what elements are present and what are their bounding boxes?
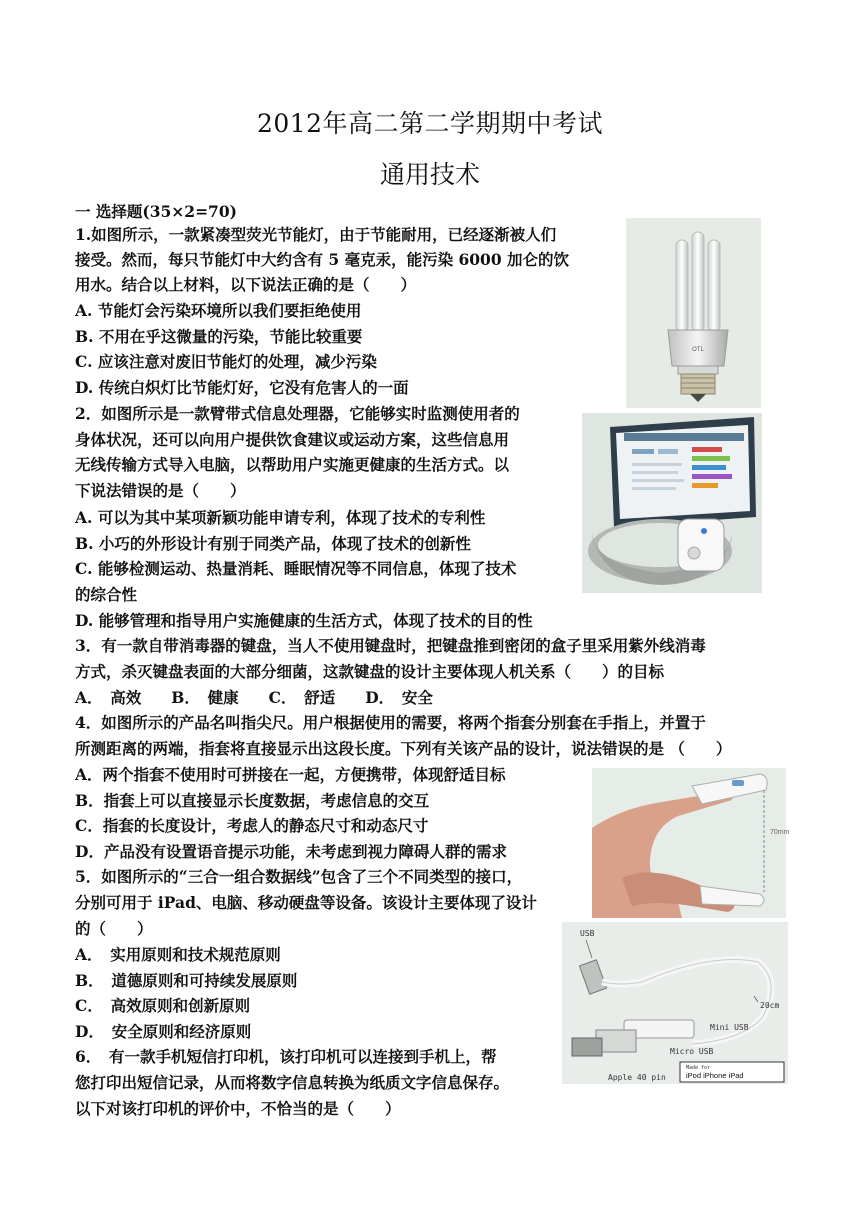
q3-option-c: C． 舒适: [268, 688, 336, 707]
q6-stem-line1: 6． 有一款手机短信打印机，该打印机可以连接到手机上，帮: [75, 1047, 497, 1066]
q5-option-c: C． 高效原则和创新原则: [75, 996, 251, 1015]
q3-options: [75, 687, 463, 709]
q2-option-c-line2: 的综合性: [75, 585, 138, 604]
q3-option-a: A． 高效: [75, 688, 142, 707]
q2-stem-line2: 身体状况，还可以向用户提供饮食建议或运动方案，这些信息用: [75, 430, 510, 449]
q5-label-devices: iPod iPhone iPad: [686, 1071, 744, 1080]
q5-label-mini: Mini USB: [710, 1023, 749, 1032]
q2-stem-line1: 2．如图所示是一款臂带式信息处理器，它能够实时监测使用者的: [75, 404, 520, 423]
q3-option-d: D． 安全: [365, 688, 433, 707]
q1-stem-line1: 1.如图所示，一款紧凑型荧光节能灯，由于节能耐用，已经逐渐被人们: [75, 225, 557, 244]
q1-lamp-figure: [626, 218, 761, 408]
q5-label-usb: USB: [580, 929, 595, 938]
q2-stem-line4: 下说法错误的是（ ）: [75, 481, 246, 500]
q2-option-a: A. 可以为其中某项新颖功能申请专利，体现了技术的专利性: [75, 508, 486, 527]
q1-option-b: B. 不用在乎这微量的污染，节能比较重要: [75, 327, 363, 346]
q2-option-c-line1: C. 能够检测运动、热量消耗、睡眠情况等不同信息，体现了技术: [75, 559, 517, 578]
q4-option-b: B．指套上可以直接显示长度数据，考虑信息的交互: [75, 791, 430, 810]
q4-finger-ruler-figure: [592, 768, 790, 918]
page-subtitle: 通用技术: [379, 160, 480, 189]
q6-stem-line3: 以下对该打印机的评价中，不恰当的是（ ）: [75, 1099, 401, 1118]
q5-option-d: D． 安全原则和经济原则: [75, 1022, 252, 1041]
q3-option-b: B． 健康: [171, 688, 239, 707]
q3-stem-line1: 3．有一款自带消毒器的键盘，当人不使用键盘时，把键盘推到密闭的盒子里采用紫外线消毒: [75, 636, 706, 655]
q5-stem-line1: 5．如图所示的“三合一组合数据线”包含了三个不同类型的接口，: [75, 867, 523, 886]
page-title: 2012年高二第二学期期中考试: [256, 109, 604, 138]
q4-stem-line1: 4．如图所示的产品名叫指尖尺。用户根据使用的需要，将两个指套分别套在手指上，并置于: [75, 713, 706, 732]
q1-option-d: D. 传统白炽灯比节能灯好，它没有危害人的一面: [75, 378, 409, 397]
q1-option-a: A. 节能灯会污染环境所以我们要拒绝使用: [75, 301, 362, 320]
q5-label-made-for: Made for: [686, 1065, 711, 1071]
q4-figure-label: 70mm: [770, 829, 790, 836]
section-heading: 一 选择题(35×2=70): [75, 202, 237, 221]
q5-label-length: 20cm: [760, 1001, 780, 1010]
q5-label-micro: Micro USB: [670, 1047, 714, 1056]
q2-option-d: D. 能够管理和指导用户实施健康的生活方式，体现了技术的目的性: [75, 611, 533, 630]
q4-option-d: D．产品没有设置语音提示功能，未考虑到视力障碍人群的需求: [75, 842, 507, 861]
q3-stem-line2: 方式，杀灭键盘表面的大部分细菌，这款键盘的设计主要体现人机关系（ ）的目标: [75, 662, 665, 681]
q1-option-c: C. 应该注意对废旧节能灯的处理，减少污染: [75, 352, 377, 371]
q2-stem-line3: 无线传输方式导入电脑，以帮助用户实施更健康的生活方式。以: [75, 455, 510, 474]
q4-option-a: A．两个指套不使用时可拼接在一起，方便携带，体现舒适目标: [75, 765, 506, 784]
q4-option-c: C．指套的长度设计，考虑人的静态尺寸和动态尺寸: [75, 816, 429, 835]
q5-label-apple: Apple 40 pin: [608, 1073, 666, 1082]
q1-stem-line2: 接受。然而，每只节能灯中大约含有 5 毫克汞，能污染 6000 加仑的饮: [75, 250, 570, 269]
q2-armband-figure: [582, 413, 762, 593]
q6-stem-line2: 您打印出短信记录，从而将数字信息转换为纸质文字信息保存。: [75, 1073, 510, 1092]
q2-option-b: B. 小巧的外形设计有别于同类产品，体现了技术的创新性: [75, 534, 471, 553]
q1-stem-line3: 用水。结合以上材料，以下说法正确的是（ ）: [75, 275, 417, 294]
q5-option-a: A． 实用原则和技术规范原则: [75, 945, 281, 964]
q4-stem-line2: 所测距离的两端，指套将直接显示出这段长度。下列有关该产品的设计，说法错误的是 （ ）: [75, 739, 732, 758]
q1-lamp-brand: OTL: [692, 347, 704, 353]
q5-stem-line3: 的（ ）: [75, 919, 153, 938]
q5-stem-line2: 分别可用于 iPad、电脑、移动硬盘等设备。该设计主要体现了设计: [75, 893, 537, 912]
q5-option-b: B． 道德原则和可持续发展原则: [75, 971, 298, 990]
q5-cable-figure: [562, 922, 788, 1084]
